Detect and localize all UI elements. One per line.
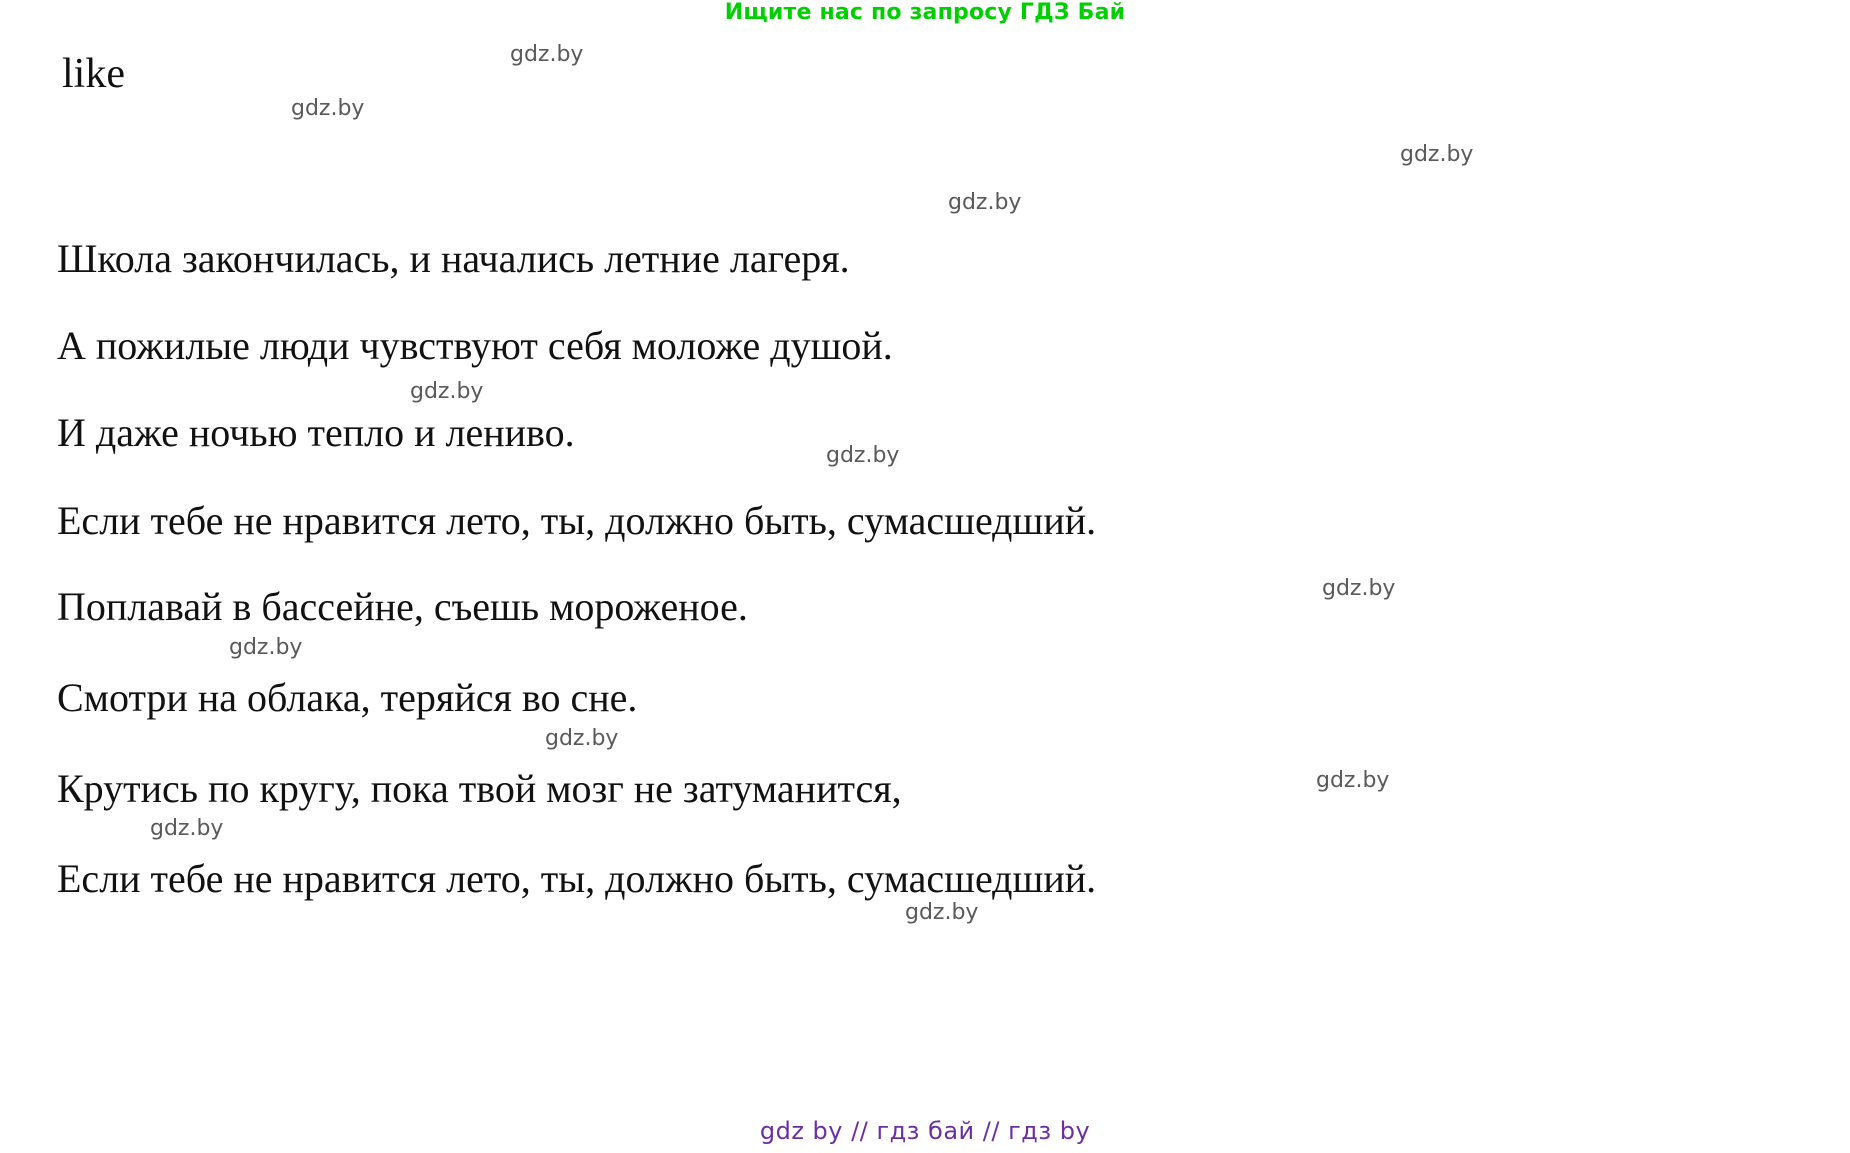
watermark-label: gdz.by: [905, 900, 979, 925]
watermark-label: gdz.by: [1316, 768, 1390, 793]
body-line: Школа закончилась, и начались летние лагеря.: [57, 236, 850, 281]
body-line: Поплавай в бассейне, съешь мороженое.: [57, 584, 748, 629]
watermark-label: gdz.by: [826, 443, 900, 468]
footer-link-3[interactable]: гдз by: [1008, 1117, 1091, 1145]
site-promo-banner: Ищите нас по запросу ГДЗ Бай: [724, 0, 1126, 25]
footer-separator-2: //: [982, 1117, 1000, 1145]
body-line: Если тебе не нравится лето, ты, должно быть, сумасшедший.: [57, 856, 1097, 901]
body-line: А пожилые люди чувствуют себя моложе душой.: [57, 323, 893, 368]
watermark-label: gdz.by: [229, 635, 303, 660]
body-line: Крутись по кругу, пока твой мозг не затуманится,: [57, 766, 902, 811]
footer-link-1[interactable]: gdz by: [759, 1117, 843, 1145]
page-heading-word: like: [62, 51, 125, 97]
watermark-label: gdz.by: [1322, 576, 1396, 601]
body-line: Если тебе не нравится лето, ты, должно быть, сумасшедший.: [57, 498, 1097, 543]
watermark-label: gdz.by: [545, 726, 619, 751]
body-line: И даже ночью тепло и лениво.: [57, 410, 575, 455]
watermark-label: gdz.by: [291, 96, 365, 121]
watermark-label: gdz.by: [150, 816, 224, 841]
watermark-label: gdz.by: [948, 190, 1022, 215]
footer-separator-1: //: [851, 1117, 869, 1145]
footer-links: [0, 1117, 1850, 1145]
body-line: Смотри на облака, теряйся во сне.: [57, 675, 638, 720]
watermark-label: gdz.by: [1400, 142, 1474, 167]
footer-link-2[interactable]: гдз бай: [876, 1117, 975, 1145]
watermark-label: gdz.by: [510, 42, 584, 67]
watermark-label: gdz.by: [410, 379, 484, 404]
